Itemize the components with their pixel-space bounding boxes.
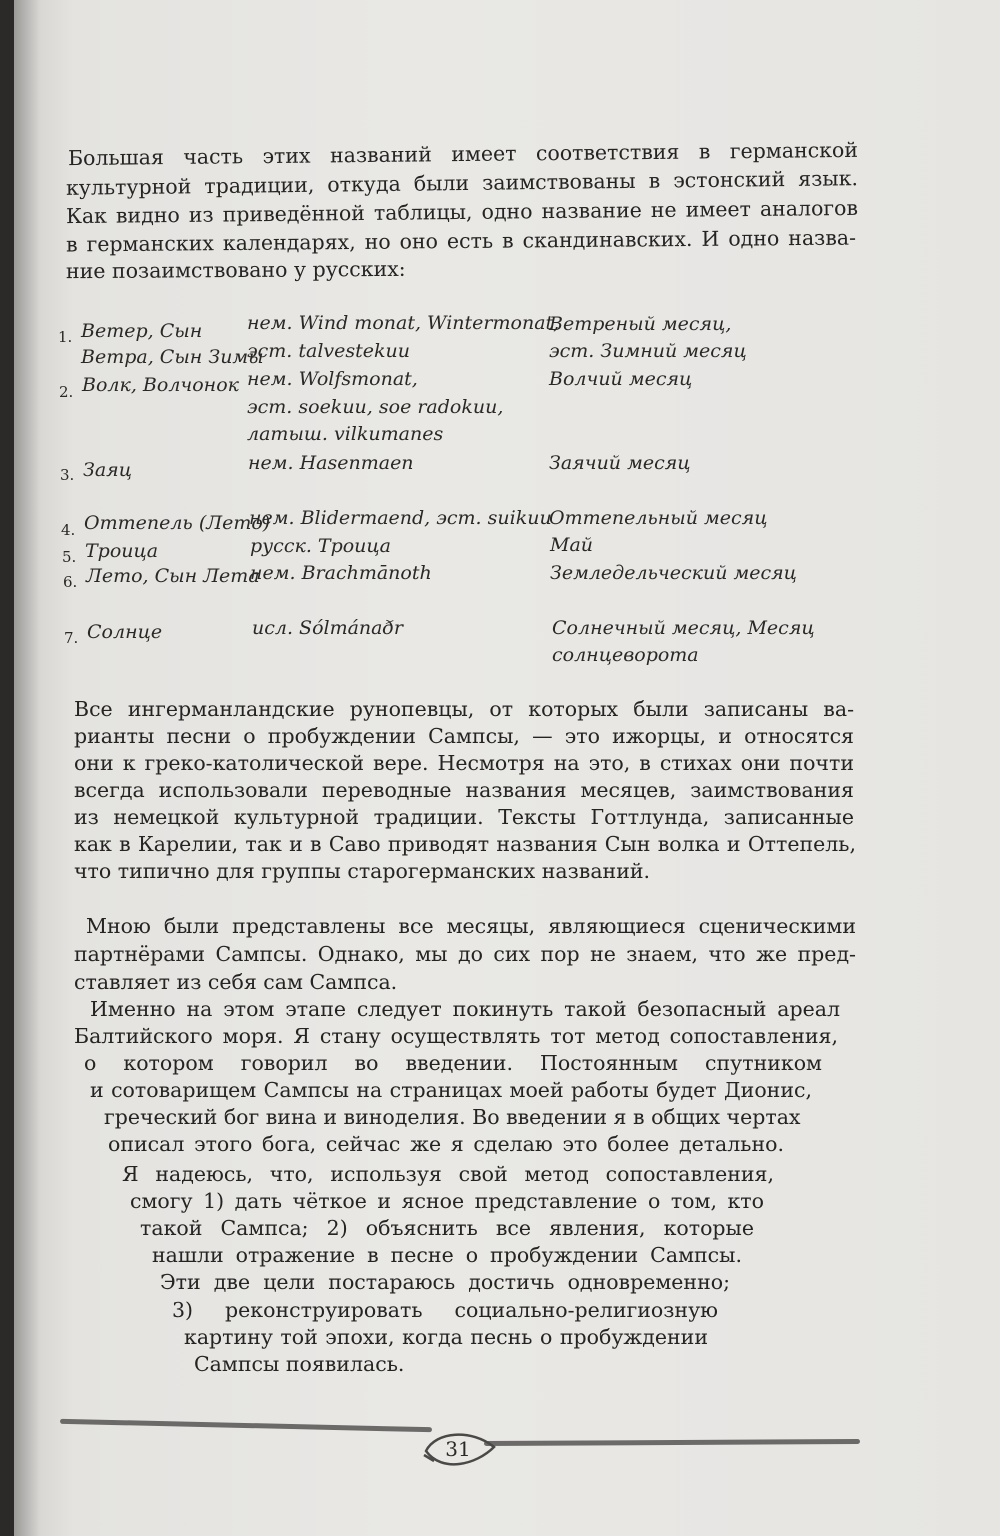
row-number: 3. — [60, 466, 75, 484]
month-name: Ветер, Сын — [81, 320, 203, 342]
text-line: ние позаимствовано у русских: — [65, 256, 406, 284]
month-meaning: Май — [550, 534, 594, 556]
text-line: Как видно из приведённой таблицы, одно название не имеет аналогов — [65, 195, 859, 229]
text-line: Балтийского моря. Я стану осуществлять тот метод сопоставления, — [74, 1024, 838, 1048]
month-meaning: Земледельческий месяц — [550, 562, 797, 584]
month-source: латыш. vilkumanes — [247, 423, 444, 445]
month-source: эст. soekuu, soe radokuu, — [247, 396, 504, 418]
month-meaning: Оттепельный месяц — [549, 507, 768, 529]
text-line: Большая часть этих названий имеет соответствия в германской — [67, 137, 859, 171]
text-line: смогу 1) дать чёткое и ясное представление о том, кто — [130, 1189, 764, 1213]
row-number: 5. — [62, 548, 77, 566]
text-line: как в Карелии, так и в Саво приводят названия Сын волка и Оттепель, — [74, 832, 856, 856]
footer-rule-left — [60, 1419, 432, 1432]
month-name: Волк, Волчонок — [82, 374, 239, 396]
month-name: Лето, Сын Лета — [86, 565, 260, 587]
text-line: партнёрами Сампсы. Однако, мы до сих пор не знаем, что же пред- — [74, 942, 856, 966]
month-meaning: Ветреный месяц, — [549, 313, 732, 335]
month-name: Оттепель (Лето) — [84, 512, 271, 534]
month-name: Заяц — [83, 459, 133, 481]
month-source: эст. talvestekuu — [247, 340, 411, 362]
month-name: Троица — [85, 540, 159, 562]
text-line: о котором говорил во введении. Постоянным спутником — [84, 1051, 822, 1075]
month-source: нем. Wolfsmonat, — [247, 368, 418, 390]
row-number: 1. — [58, 328, 73, 346]
text-line: Именно на этом этапе следует покинуть такой безопасный ареал — [90, 997, 840, 1021]
row-number: 4. — [61, 521, 76, 539]
month-name: Ветра, Сын Зимы — [81, 346, 264, 368]
month-meaning: Волчий месяц — [549, 368, 693, 390]
footer-rule-right — [484, 1439, 860, 1446]
text-line: ставляет из себя сам Сампса. — [74, 970, 398, 994]
text-line: что типично для группы старогерманских названий. — [74, 859, 651, 883]
text-line: и сотоварищем Сампсы на страницах моей работы будет Дионис, — [90, 1078, 812, 1102]
text-line: Эти две цели постараюсь достичь одновременно; — [160, 1270, 730, 1294]
row-number: 6. — [63, 573, 78, 591]
month-source: нем. Brachmānoth — [250, 562, 432, 584]
text-line: картину той эпохи, когда песнь о пробуждении — [184, 1325, 708, 1349]
text-line: Сампсы появилась. — [194, 1352, 405, 1376]
month-meaning: Солнечный месяц, Месяц — [552, 617, 815, 639]
month-meaning: солнцеворота — [552, 644, 699, 666]
text-line: рианты песни о пробуждении Сампсы, — это ижорцы, и относятся — [74, 724, 854, 748]
month-source: нем. Wind monat, Wintermonat, — [247, 312, 560, 334]
text-line: культурной традиции, откуда были заимствованы в эстонский язык. — [65, 166, 859, 200]
text-line: нашли отражение в песне о пробуждении Сампсы. — [152, 1243, 742, 1267]
row-number: 2. — [59, 383, 74, 401]
text-line: из немецкой культурной традиции. Тексты Готтлунда, записанные — [74, 805, 854, 829]
page-gutter-shadow — [14, 0, 40, 1536]
text-line: описал этого бога, сейчас же я сделаю это более детально. — [108, 1132, 784, 1156]
month-meaning: Заячий месяц — [549, 452, 691, 474]
month-meaning: эст. Зимний месяц — [549, 340, 747, 362]
month-source: нем. Blidermaend, эст. suikuu — [249, 507, 552, 529]
text-line: Я надеюсь, что, используя свой метод сопоставления, — [122, 1162, 774, 1186]
text-line: они к греко-католической вере. Несмотря на это, в стихах они почти — [74, 751, 854, 775]
month-source: русск. Троица — [250, 535, 391, 557]
text-line: Все ингерманландские рунопевцы, от которых были записаны ва- — [74, 697, 854, 721]
book-page — [14, 0, 1000, 1536]
row-number: 7. — [64, 629, 79, 647]
page-number: 31 — [445, 1437, 471, 1461]
text-line: 3) реконструировать социально-религиозную — [172, 1298, 718, 1322]
text-line: Мною были представлены все месяцы, являющиеся сценическими — [86, 914, 856, 938]
month-source: исл. Sólmánaðr — [252, 617, 404, 639]
month-name: Солнце — [87, 621, 163, 643]
text-line: такой Сампса; 2) объяснить все явления, которые — [140, 1216, 754, 1240]
text-line: греческий бог вина и виноделия. Во введении я в общих чертах — [104, 1105, 801, 1129]
text-line: в германских календарях, но оно есть в скандинавских. И одно назва- — [65, 225, 857, 257]
text-line: всегда использовали переводные названия месяцев, заимствования — [74, 778, 854, 802]
month-source: нем. Hasenmaen — [248, 452, 414, 474]
